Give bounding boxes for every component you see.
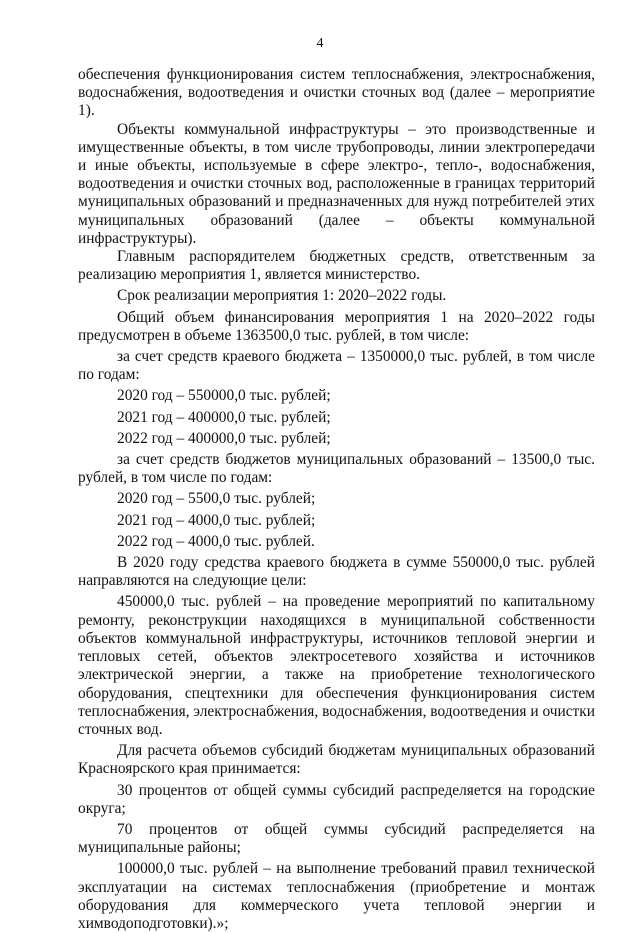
list-item: 2022 год – 400000,0 тыс. рублей; bbox=[117, 429, 331, 447]
paragraph-capital-repair: 450000,0 тыс. рублей – на проведение мероприятий по капитальному ремонту, реконструкции находящихся в муниципальной собственности объектов коммунальной инфраструктуры, источников тепловой энергии и тепловых сетей, объектов электросетевого хозяйства и источников электрической энергии, а также на приобретение технологического оборудования, спецтехники для обеспечения функционирования систем теплоснабжения, электроснабжения, водоснабжения, водоотведения и очистки сточных вод. bbox=[78, 593, 595, 738]
list-item: 2021 год – 4000,0 тыс. рублей; bbox=[117, 511, 316, 529]
paragraph-definition: Объекты коммунальной инфраструктуры – это производственные и имущественные объекты, в том числе трубопроводы, линии электропередачи и иные объекты, используемые в сфере электро-, тепло-, водоснабжения, водоотведения и очистки сточных вод, расположенные в границах территорий муниципальных образований и предназначенных для нужд потребителей этих муниципальных образований (далее – объекты коммунальной инфраструктуры). bbox=[78, 120, 595, 247]
paragraph-term: Срок реализации мероприятия 1: 2020–2022 годы. bbox=[117, 287, 447, 305]
list-item: 2020 год – 5500,0 тыс. рублей; bbox=[117, 490, 316, 508]
paragraph-continuation: обеспечения функционирования систем теплоснабжения, электроснабжения, водоснабжения, водоотведения и очистки сточных вод (далее – мероприятие 1). bbox=[78, 66, 595, 120]
list-item: 2021 год – 400000,0 тыс. рублей; bbox=[117, 408, 331, 426]
paragraph-municipal-budget: за счет средств бюджетов муниципальных образований – 13500,0 тыс. рублей, в том числе по годам: bbox=[78, 451, 595, 487]
paragraph-distributor: Главным распорядителем бюджетных средств, ответственным за реализацию мероприятия 1, является министерство. bbox=[78, 248, 595, 284]
list-item: 2022 год – 4000,0 тыс. рублей. bbox=[117, 532, 315, 550]
list-item: 2020 год – 550000,0 тыс. рублей; bbox=[117, 387, 331, 405]
paragraph-subsidy-calculation: Для расчета объемов субсидий бюджетам муниципальных образований Красноярского края принимается: bbox=[78, 742, 595, 778]
document-body bbox=[78, 66, 595, 933]
page-number: 4 bbox=[316, 36, 324, 51]
paragraph-regional-budget: за счет средств краевого бюджета – 1350000,0 тыс. рублей, в том числе по годам: bbox=[78, 348, 595, 384]
paragraph-urban-districts: 30 процентов от общей суммы субсидий распределяется на городские округа; bbox=[78, 781, 595, 817]
paragraph-total-funding: Общий объем финансирования мероприятия 1 на 2020–2022 годы предусмотрен в объеме 1363500,0 тыс. рублей, в том числе: bbox=[78, 308, 595, 344]
paragraph-2020-allocation: В 2020 году средства краевого бюджета в сумме 550000,0 тыс. рублей направляются на следующие цели: bbox=[78, 554, 595, 590]
paragraph-municipal-districts: 70 процентов от общей суммы субсидий распределяется на муниципальные районы; bbox=[78, 820, 595, 857]
paragraph-technical-operation: 100000,0 тыс. рублей – на выполнение требований правил технической эксплуатации на системах теплоснабжения (приобретение и монтаж оборудования для коммерческого учета тепловой энергии и химводоподготовки).»; bbox=[78, 860, 595, 932]
